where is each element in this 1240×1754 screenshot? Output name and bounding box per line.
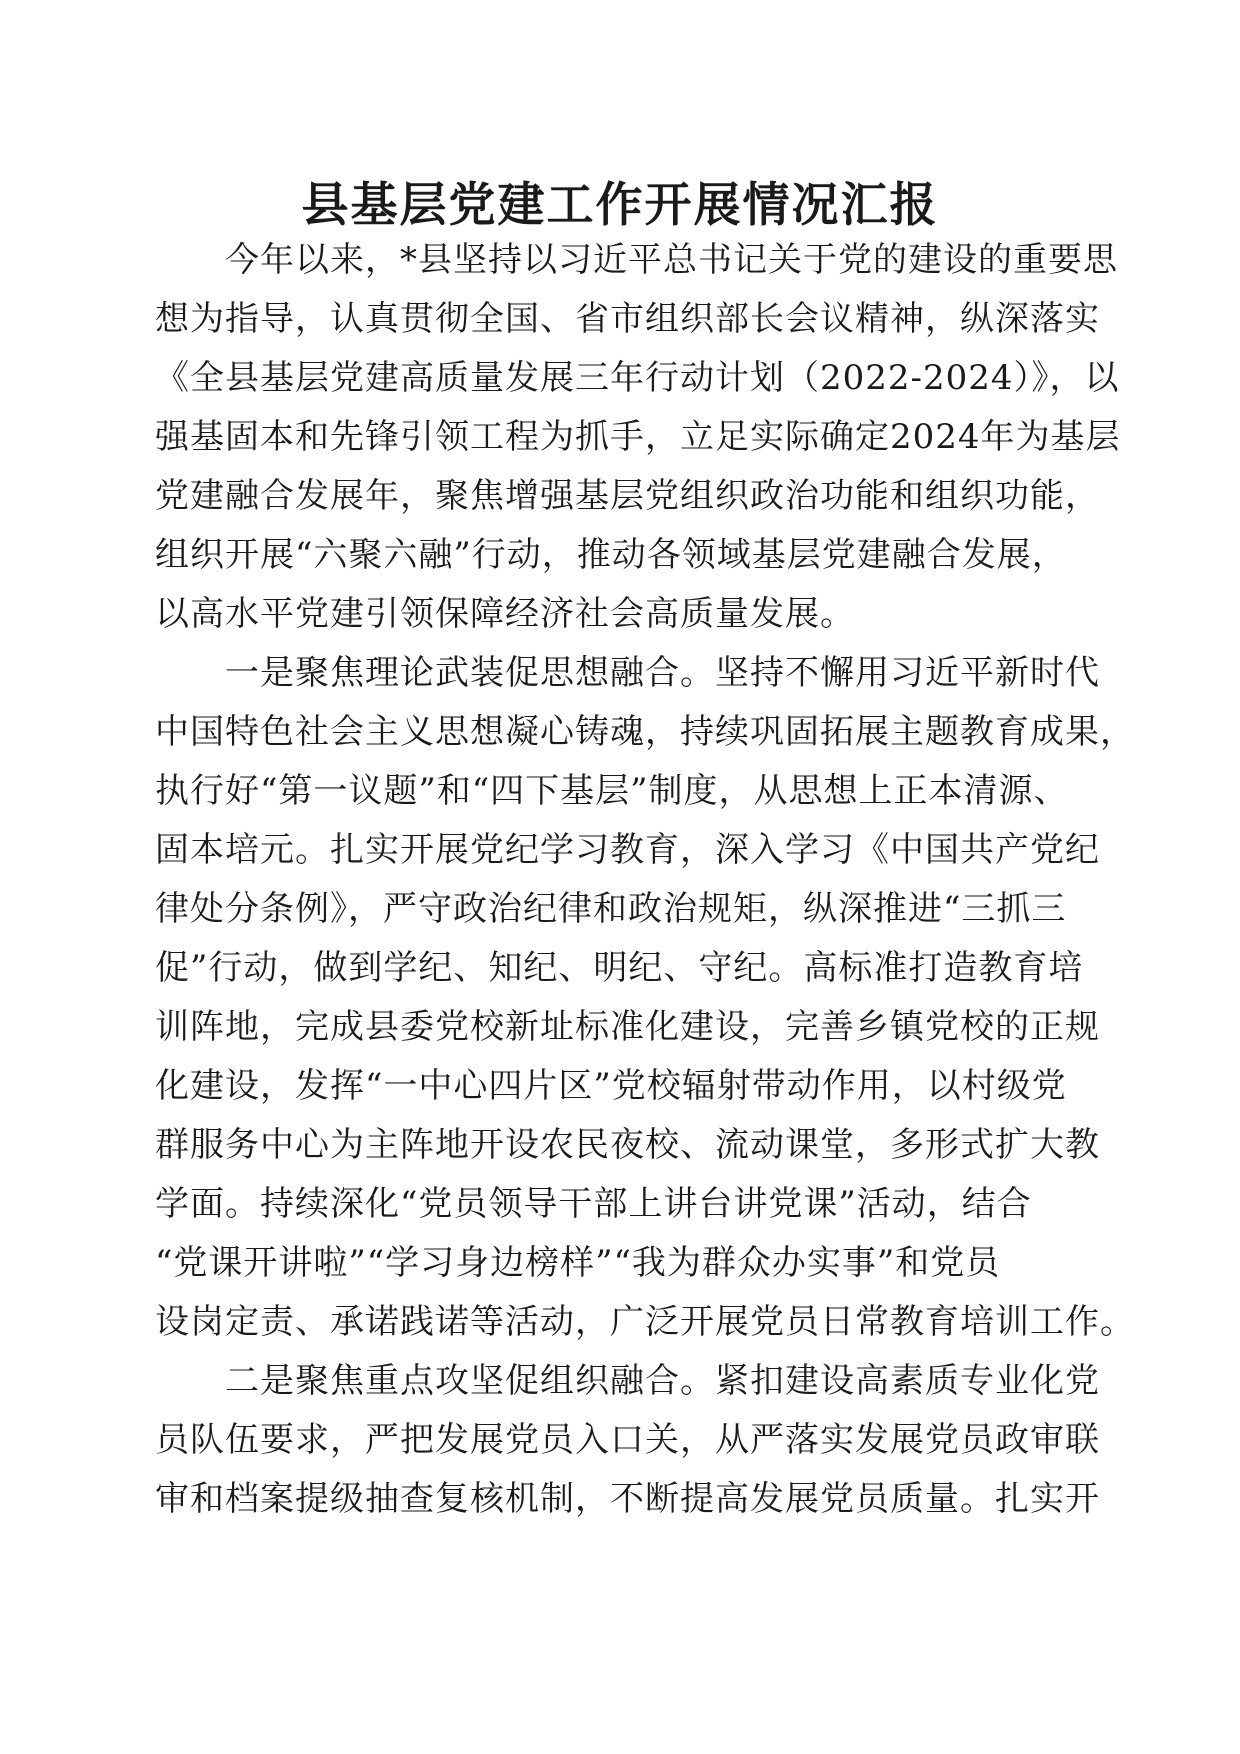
text-line: 员队伍要求，严把发展党员入口关，从严落实发展党员政审联 bbox=[155, 1420, 1100, 1460]
text-line: 一是聚焦理论武装促思想融合。坚持不懈用习近平新时代 bbox=[225, 653, 1100, 693]
text-line: 想为指导，认真贯彻全国、省市组织部长会议精神，纵深落实 bbox=[155, 299, 1100, 339]
text-line: 设岗定责、承诺践诺等活动，广泛开展党员日常教育培训工作。 bbox=[155, 1302, 1135, 1342]
text-line: 律处分条例》，严守政治纪律和政治规矩，纵深推进“三抓三 bbox=[155, 889, 1067, 929]
text-line: 组织开展“六聚六融”行动，推动各领域基层党建融合发展， bbox=[155, 535, 1067, 575]
text-line: 执行好“第一议题”和“四下基层”制度，从思想上正本清源、 bbox=[155, 771, 1069, 811]
text-line: 化建设，发挥“一中心四片区”党校辐射带动作用，以村级党 bbox=[155, 1066, 1067, 1106]
text-line: 以高水平党建引领保障经济社会高质量发展。 bbox=[155, 594, 855, 634]
text-line: 强基固本和先锋引领工程为抓手，立足实际确定2024年为基层 bbox=[155, 417, 1121, 457]
text-line: 固本培元。扎实开展党纪学习教育，深入学习《中国共产党纪 bbox=[155, 830, 1100, 870]
text-line: 《全县基层党建高质量发展三年行动计划（2022-2024）》，以 bbox=[155, 358, 1120, 398]
text-line: 中国特色社会主义思想凝心铸魂，持续巩固拓展主题教育成果， bbox=[155, 712, 1135, 752]
page-title: 县基层党建工作开展情况汇报 bbox=[301, 178, 939, 233]
text-line: “党课开讲啦”“学习身边榜样”“我为群众办实事”和党员 bbox=[155, 1243, 1001, 1283]
text-line: 学面。持续深化“党员领导干部上讲台讲党课”活动，结合 bbox=[155, 1184, 1032, 1224]
text-line: 训阵地，完成县委党校新址标准化建设，完善乡镇党校的正规 bbox=[155, 1007, 1100, 1047]
text-line: 今年以来，*县坚持以习近平总书记关于党的建设的重要思 bbox=[225, 240, 1118, 280]
text-line: 审和档案提级抽查复核机制，不断提高发展党员质量。扎实开 bbox=[155, 1479, 1100, 1519]
text-line: 群服务中心为主阵地开设农民夜校、流动课堂，多形式扩大教 bbox=[155, 1125, 1100, 1165]
text-line: 二是聚焦重点攻坚促组织融合。紧扣建设高素质专业化党 bbox=[225, 1361, 1100, 1401]
text-line: 促”行动，做到学纪、知纪、明纪、守纪。高标准打造教育培 bbox=[155, 948, 1084, 988]
text-line: 党建融合发展年，聚焦增强基层党组织政治功能和组织功能， bbox=[155, 476, 1100, 516]
body-text bbox=[155, 231, 1135, 1529]
